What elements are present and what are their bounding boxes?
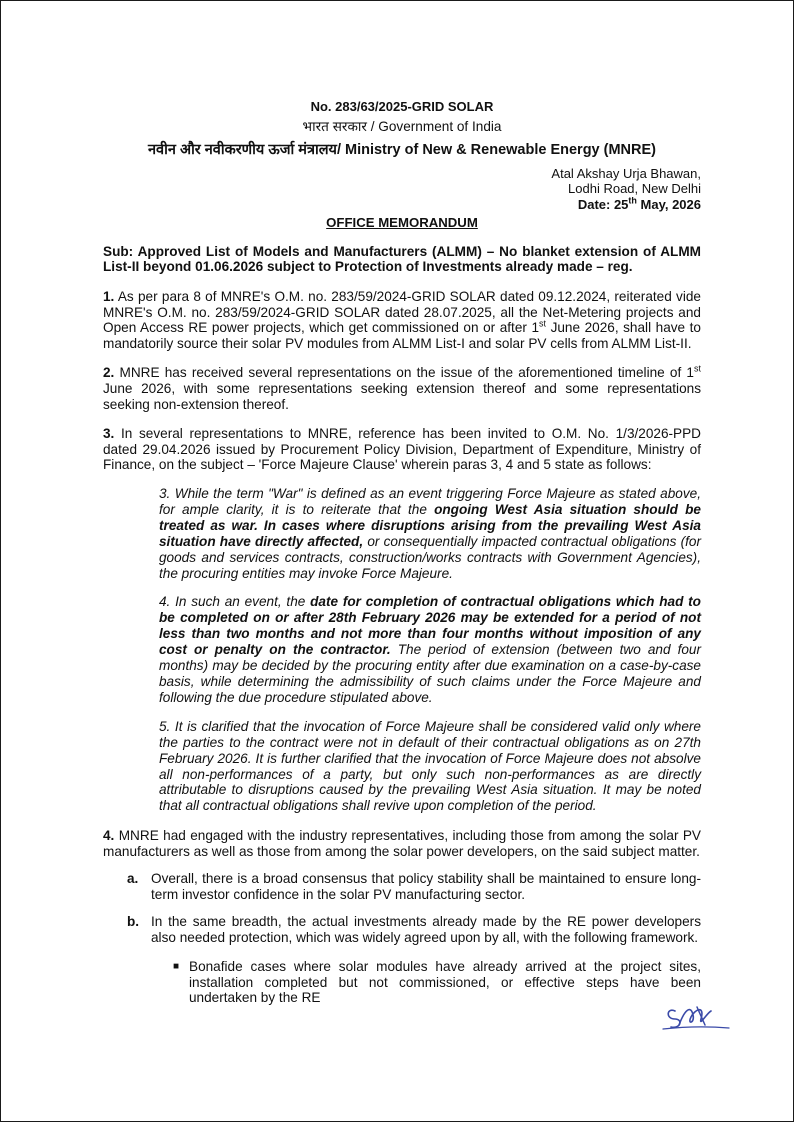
sub-item-label: a. [127,871,139,887]
quoted-para-3 [159,486,701,581]
bullet-item-1 [173,959,701,1006]
quote-text: The period of extension (between two and four months) may be decided by the procuring entity after due examination on a case-by-case basis, while determining the admissibility of such claims under the Force Majeure and following the due procedure stipulated above. [159,642,701,705]
paragraph-text: In several representations to MNRE, reference has been invited to O.M. No. 1/3/2026-PPD dated 29.04.2026 issued by Procurement Policy Division, Department of Expenditure, Ministry of Finance, on the subject – 'Force Majeure Clause' wherein paras 3, 4 and 5 state as follows: [103,426,701,473]
memo-title: OFFICE MEMORANDUM [326,215,478,231]
sub-item-label: b. [127,914,140,930]
sub-item-b [127,914,701,945]
date-superscript: th [628,195,637,206]
quote-bold-text: ongoing West Asia situation should be treated as war. In cases where disruptions arising from the prevailing West Asia situation have directly affected, [159,501,701,549]
paragraph-4 [103,828,701,859]
paragraph-number: 1. [103,289,115,305]
date-suffix: May, 2026 [636,196,701,212]
signature-initials-icon [661,999,731,1035]
paragraph-text: As per para 8 of MNRE's O.M. no. 283/59/2024-GRID SOLAR dated 09.12.2024, reiterated vide MNRE's O.M. no. 283/59/2024-GRID SOLAR dated 28.07.2025, all the Net-Metering projects and Open Access RE power projects, which get commissioned on or after 1 [103,289,701,336]
paragraph-number: 2. [103,365,115,381]
government-line: भारत सरकार / Government of India [302,118,502,134]
paragraph-2 [103,365,701,412]
superscript: st [693,363,701,374]
bullet-square-icon: ■ [173,961,180,973]
paragraph-text: MNRE has received several representations on the issue of the aforementioned timeline of 1 [114,365,694,381]
quote-text: 4. In such an event, the [159,594,311,610]
quoted-para-4 [159,594,701,705]
bullet-text: Bonafide cases where solar modules have already arrived at the project sites, installation completed but not commissioned, or effective steps have been undertaken by the RE [189,959,701,1006]
paragraph-text: MNRE had engaged with the industry representatives, including those from among the solar PV manufacturers as well as those from among the solar power developers, on the said subject matter. [103,828,701,859]
quote-text: or consequentially impacted contractual obligations (for goods and services contracts, construction/works contracts with Government Agencies), the procuring entities may invoke Force Majeure. [159,533,702,581]
paragraph-text: June 2026, with some representations seeking extension thereof and some representations seeking non-extension thereof. [103,381,701,412]
date-prefix: Date: 25 [577,196,629,212]
sub-item-text: In the same breadth, the actual investments already made by the RE power developers also needed protection, which was widely agreed upon by all, with the following framework. [151,914,701,945]
quoted-para-5: 5. It is clarified that the invocation of Force Majeure shall be considered valid only where the parties to the contract were not in default of their contractual obligations as on 27th February 2026. It is further clarified that the invocation of Force Majeure does not absolve all non-performances of a party, but only such non-performances as are directly attributable to disruptions caused by the prevailing West Asia situation. It may be noted that all contractual obligations shall revive upon completion of the period. [159,718,701,814]
document-body [103,99,701,1006]
quote-text: 3. While the term "War" is defined as an event triggering Force Majeure as stated above, for ample clarity, it is to reiterate that the [159,486,701,517]
address-block [103,166,701,213]
address-line-2: Lodhi Road, New Delhi [568,181,701,197]
paragraph-text: June 2026, shall have to mandatorily source their solar PV modules from ALMM List-I and solar PV cells from ALMM List-II. [103,320,701,351]
ministry-name: नवीन और नवीकरणीय ऊर्जा मंत्रालय/ Ministry of New & Renewable Energy (MNRE) [148,142,656,159]
paragraph-number: 4. [103,828,115,844]
paragraph-1 [103,289,701,351]
address-line-1: Atal Akshay Urja Bhawan, [551,165,701,181]
sub-item-a [127,871,701,902]
superscript: st [539,318,547,329]
file-number: No. 283/63/2025-GRID SOLAR [310,99,494,114]
quote-bold-text: date for completion of contractual obligations which had to be completed on or after 28th February 2026 may be extended for a period of not less than two months and not more than four months without imposition of any cost or penalty on the contractor. [159,594,701,658]
sub-item-text: Overall, there is a broad consensus that policy stability shall be maintained to ensure long-term investor confidence in the solar PV manufacturing sector. [151,871,701,902]
paragraph-number: 3. [103,426,115,442]
memo-date [103,197,701,213]
paragraph-3 [103,426,701,473]
subject-line: Sub: Approved List of Models and Manufacturers (ALMM) – No blanket extension of ALMM List-II beyond 01.06.2026 subject to Protection of Investments already made – reg. [103,243,701,275]
